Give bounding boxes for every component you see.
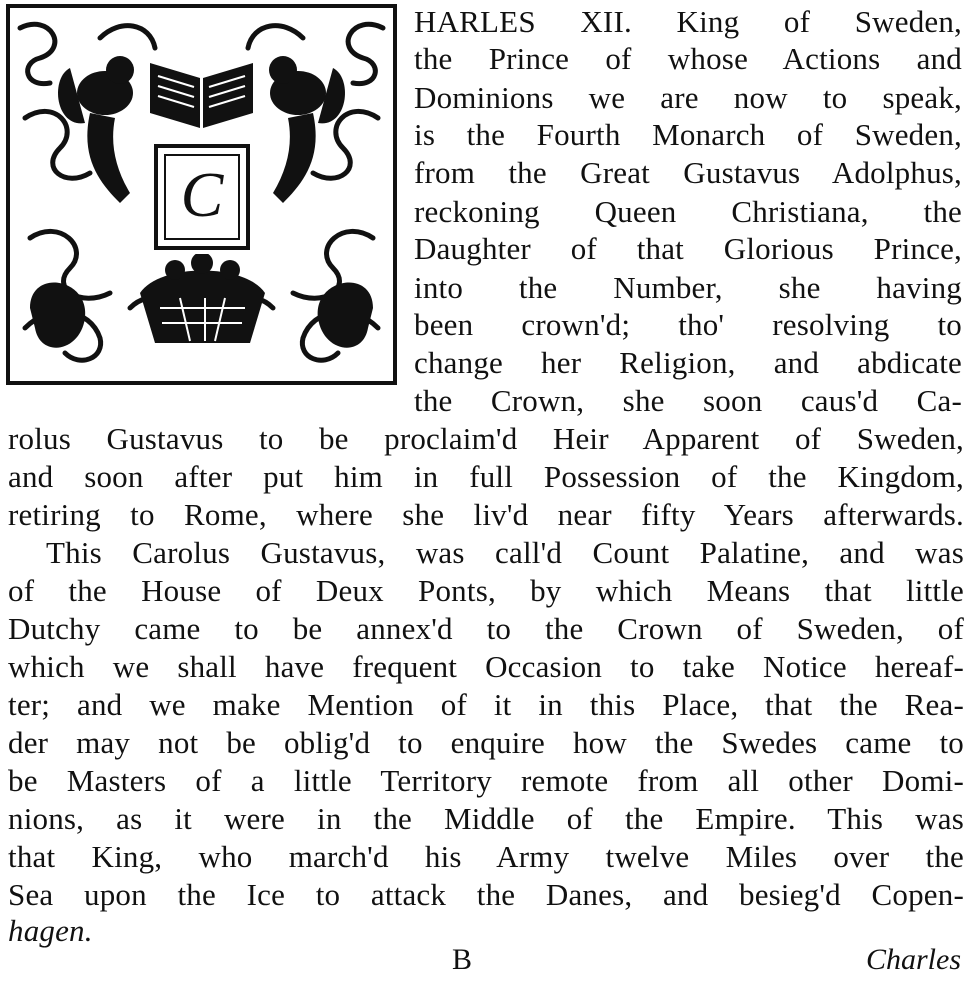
paragraph-first-line: This Carolus Gustavus, was call'd Count Palatine, and was [46,535,964,570]
text-line: Sea upon the Ice to attack the Danes, and besieg'd Copen- [8,877,964,912]
text-line: the Crown, she soon caus'd Ca- [414,383,962,418]
initial-letter: C [180,159,224,230]
text-line: from the Great Gustavus Adolphus, [414,155,962,190]
text-line: which we shall have frequent Occasion to take Notice hereaf- [8,649,964,684]
text-line: that King, who march'd his Army twelve Miles over the [8,839,964,874]
text-line: been crown'd; tho' resolving to [414,307,962,342]
text-line: rolus Gustavus to be proclaim'd Heir Apparent of Sweden, [8,421,964,456]
text-line: into the Number, she having [414,270,962,305]
text-line: change her Religion, and abdicate [414,345,962,380]
text-line: be Masters of a little Territory remote from all other Domi- [8,763,964,798]
text-line: Dutchy came to be annex'd to the Crown of Sweden, of [8,611,964,646]
text-line: nions, as it were in the Middle of the Empire. This was [8,801,964,836]
text-line: Daughter of that Glorious Prince, [414,231,962,266]
initial-letter-frame [154,144,250,250]
text-line: and soon after put him in full Possession of the Kingdom, [8,459,964,494]
signature-mark: B [452,943,473,976]
text-line: of the House of Deux Ponts, by which Means that little [8,573,964,608]
text-line: Dominions we are now to speak, [414,80,962,115]
decorative-initial [6,4,397,385]
text-line: der may not be oblig'd to enquire how the Swedes came to [8,725,964,760]
text-line: hagen. [8,913,93,948]
text-line: retiring to Rome, where she liv'd near fifty Years afterwards. [8,497,964,532]
text-line: HARLES XII. King of Sweden, [414,4,962,39]
text-line: reckoning Queen Christiana, the [414,194,962,229]
text-line: the Prince of whose Actions and [414,41,962,76]
text-line: ter; and we make Mention of it in this Place, that the Rea- [8,687,964,722]
catchword: Charles [865,943,961,976]
text-line: is the Fourth Monarch of Sweden, [414,117,962,152]
